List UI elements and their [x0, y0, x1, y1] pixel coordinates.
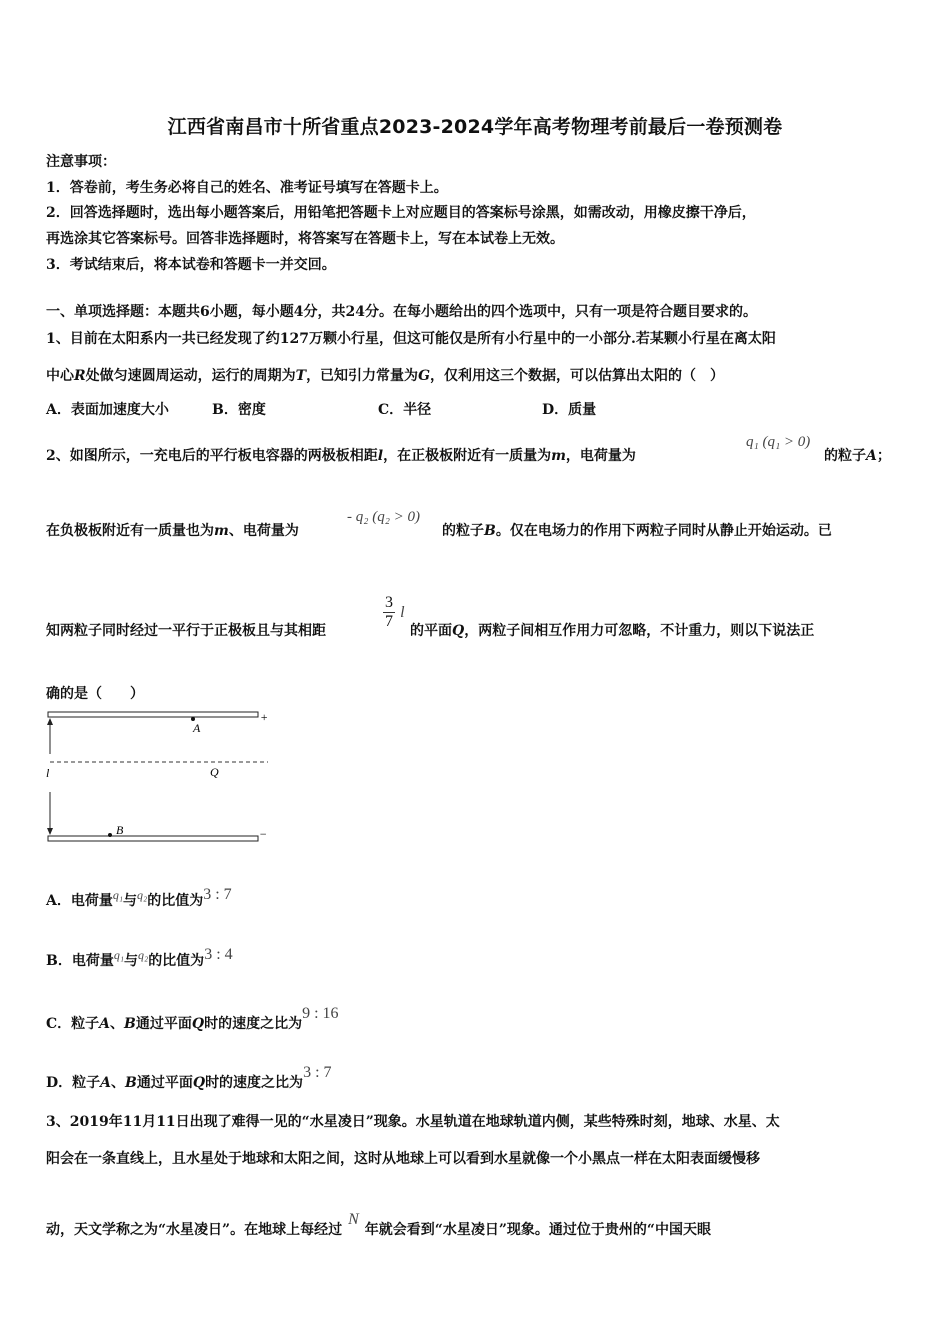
q2-text: 2、如图所示，一充电后的平行板电容器的两极板相距	[46, 448, 378, 464]
var-t: T	[295, 368, 307, 384]
q2-text: 的粒子	[824, 448, 866, 464]
q2-text: 的粒子	[442, 523, 484, 539]
notice-heading: 注意事项：	[46, 154, 116, 170]
var-l: l	[377, 448, 384, 464]
option-text: A．电荷量	[46, 893, 113, 909]
plane-q-label: Q	[210, 765, 219, 779]
q1-option-d: D．质量	[542, 402, 597, 418]
option-text: D．粒子	[46, 1075, 101, 1091]
minus-sign: −	[259, 827, 268, 841]
var-q2: q₂	[137, 888, 148, 902]
particle-a-label: A	[193, 721, 201, 735]
var-q1: q₁	[113, 948, 125, 962]
var-q: Q	[452, 623, 465, 639]
var-q: Q	[192, 1075, 206, 1091]
var-n: N	[348, 1211, 359, 1228]
q2-line-1-end	[824, 445, 891, 465]
q2-text: 在负极板附近有一质量也为	[46, 523, 214, 539]
q2-option-d	[46, 1064, 332, 1092]
var-b: B	[125, 1075, 137, 1091]
q1-line-2	[46, 365, 724, 385]
q2-text: ，电荷量为	[565, 448, 636, 464]
q1-text: ，已知引力常量为	[306, 368, 419, 384]
section-heading: 一、单项选择题：本题共6小题，每小题4分，共24分。在每小题给出的四个选项中，只有一项是符合题目要求的。	[46, 304, 757, 320]
var-q1: q₁	[112, 888, 124, 902]
option-text: 的比值为	[148, 953, 205, 969]
option-text: 的比值为	[147, 893, 204, 909]
q1-option-c: C．半径	[378, 402, 432, 418]
q1-text: 处做匀速圆周运动，运行的周期为	[85, 368, 296, 384]
particle-b-dot	[108, 833, 112, 837]
var-a: A	[866, 448, 877, 464]
ratio-value: 9 : 16	[302, 1005, 339, 1022]
fraction-denominator: 7	[385, 613, 393, 630]
fraction-3-7	[383, 594, 405, 631]
var-a: A	[100, 1075, 112, 1091]
option-text: 与	[123, 893, 138, 909]
fraction-numerator: 3	[385, 594, 393, 611]
var-b: B	[484, 523, 496, 539]
var-a: A	[99, 1016, 111, 1032]
negative-plate	[48, 836, 258, 841]
q3-text: 动，天文学称之为“水星凌日”。在地球上每经过	[46, 1222, 343, 1238]
particle-b-label: B	[116, 823, 124, 837]
q2-line-2-end	[442, 520, 832, 540]
notice-item-1: 1．答卷前，考生务必将自己的姓名、准考证号填写在答题卡上。	[46, 180, 448, 196]
arrow-down-head	[47, 828, 53, 835]
q1-option-b: B．密度	[212, 402, 266, 418]
q2-text: ，在正极板附近有一质量为	[383, 448, 552, 464]
var-q: Q	[191, 1016, 205, 1032]
q1-text: ，仅利用这三个数据，可以估算出太阳的（ ）	[430, 368, 725, 384]
var-q2: q₂	[138, 948, 149, 962]
option-text: 通过平面	[135, 1016, 192, 1032]
q2-line-4: 确的是（ ）	[46, 686, 144, 702]
option-text: 通过平面	[136, 1075, 193, 1091]
q2-line-2	[46, 520, 299, 540]
q3-line-3	[46, 1211, 711, 1239]
ratio-value: 3 : 7	[203, 886, 232, 903]
var-m: m	[214, 523, 229, 539]
option-text: 、	[110, 1016, 125, 1032]
q2-line-3: 知两粒子同时经过一平行于正极板且与其相距	[46, 623, 326, 639]
page-title: 江西省南昌市十所省重点2023-2024学年高考物理考前最后一卷预测卷	[167, 116, 783, 138]
fraction	[383, 594, 395, 631]
arrow-up-head	[47, 718, 53, 725]
charge-q2-expression: - q₂ (q₂ > 0)	[347, 509, 421, 525]
option-text: C．粒子	[46, 1016, 100, 1032]
plus-sign: +	[260, 710, 269, 724]
var-b: B	[124, 1016, 136, 1032]
option-text: 与	[124, 953, 139, 969]
q2-text: ；	[876, 448, 891, 464]
q2-option-b	[46, 946, 233, 970]
charge-q1-expression: q₁ (q₁ > 0)	[746, 434, 811, 450]
var-r: R	[74, 368, 86, 384]
q2-text: 、电荷量为	[228, 523, 299, 539]
option-text: 时的速度之比为	[205, 1075, 304, 1091]
ratio-value: 3 : 7	[303, 1064, 332, 1081]
q3-line-1: 3、2019年11月11日出现了难得一见的“水星凌日”现象。水星轨道在地球轨道内侧，某些特殊时刻，地球、水星、太	[46, 1114, 780, 1130]
q2-option-c	[46, 1005, 339, 1033]
q2-text: ，两粒子间相互作用力可忽略，不计重力，则以下说法正	[464, 623, 815, 639]
q2-option-a	[46, 886, 232, 910]
q2-line-1	[46, 445, 636, 465]
q1-line-1: 1、目前在太阳系内一共已经发现了约127万颗小行星，但这可能仅是所有小行星中的一小部分.若某颗小行星在离太阳	[46, 331, 776, 347]
var-g: G	[418, 368, 431, 384]
option-text: 时的速度之比为	[204, 1016, 303, 1032]
capacitor-figure	[40, 706, 280, 848]
ratio-value: 3 : 4	[204, 946, 233, 963]
q1-text: 中心	[46, 368, 74, 384]
distance-l-label: l	[46, 766, 50, 780]
option-text: 、	[111, 1075, 126, 1091]
notice-item-2: 2．回答选择题时，选出每小题答案后，用铅笔把答题卡上对应题目的答案标号涂黑，如需改动，用橡皮擦干净后，	[46, 205, 756, 221]
q2-text: 。仅在电场力的作用下两粒子同时从静止开始运动。已	[495, 523, 832, 539]
var-m: m	[551, 448, 566, 464]
q3-text: 年就会看到“水星凌日”现象。通过位于贵州的“中国天眼	[364, 1222, 711, 1238]
option-text: B．电荷量	[46, 953, 114, 969]
q2-text: 的平面	[410, 623, 452, 639]
var-l: l	[400, 604, 405, 621]
q3-line-2: 阳会在一条直线上，且水星处于地球和太阳之间，这时从地球上可以看到水星就像一个小黑点一样在太阳表面缓慢移	[46, 1151, 760, 1167]
notice-item-2-cont: 再选涂其它答案标号。回答非选择题时，将答案写在答题卡上，写在本试卷上无效。	[46, 231, 564, 247]
q2-line-3-end	[410, 620, 814, 640]
q1-option-a: A．表面加速度大小	[46, 402, 169, 418]
positive-plate	[48, 712, 258, 717]
notice-item-3: 3．考试结束后，将本试卷和答题卡一并交回。	[46, 257, 336, 273]
